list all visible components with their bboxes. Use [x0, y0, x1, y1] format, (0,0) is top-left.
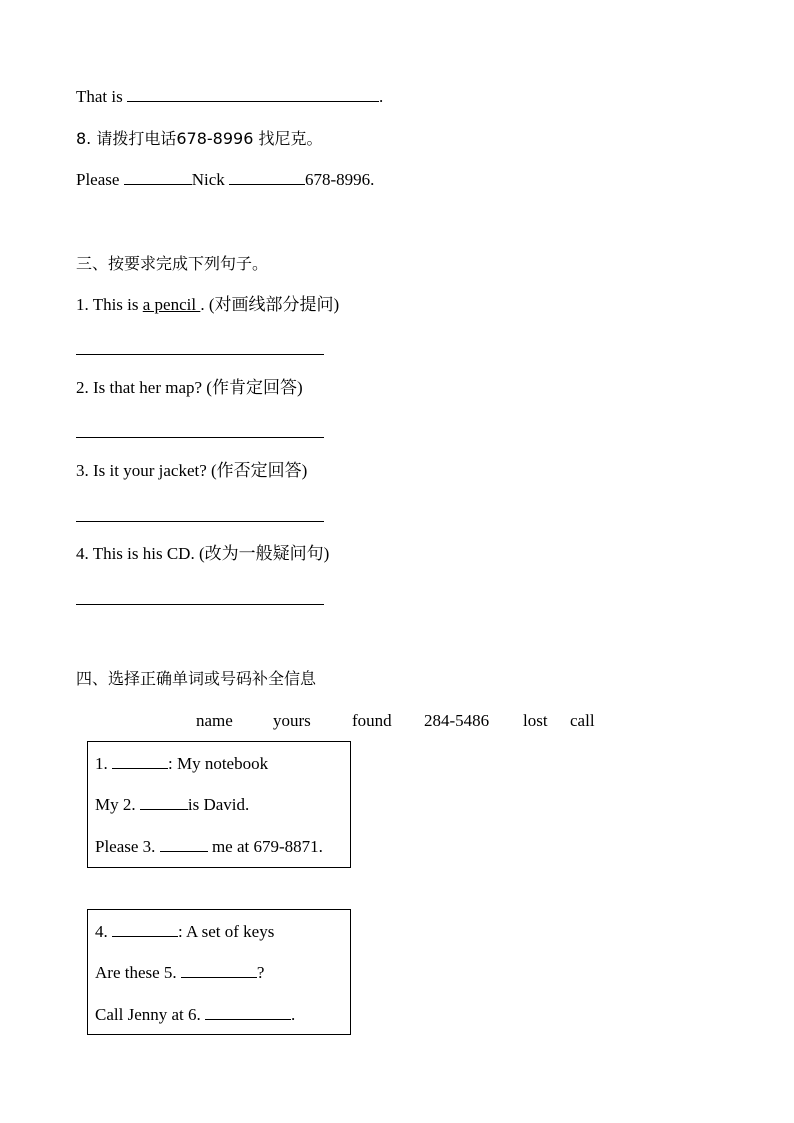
section-3-title: 三、按要求完成下列句子。: [76, 254, 269, 273]
sentence-that-is: [76, 86, 383, 108]
text: Please 3.: [95, 837, 156, 856]
fill-blank[interactable]: [140, 794, 188, 810]
text: : A set of keys: [178, 922, 275, 941]
text: me at 679-8871.: [211, 837, 323, 856]
section-3-q4: 4. This is his CD. (改为一般疑问句): [76, 544, 330, 563]
text: : My notebook: [168, 754, 269, 773]
word-bank-item: yours: [273, 711, 311, 730]
text: 1.: [95, 754, 108, 773]
text: .: [291, 1005, 296, 1024]
notice-line: [95, 921, 274, 943]
fill-blank[interactable]: [124, 169, 192, 185]
fill-blank[interactable]: [205, 1004, 291, 1020]
notice-line: [95, 836, 323, 858]
text: .: [379, 87, 384, 106]
text: ?: [256, 963, 265, 982]
fill-blank[interactable]: [112, 921, 178, 937]
notice-line: [95, 962, 264, 984]
section-4-title: 四、选择正确单词或号码补全信息: [76, 669, 317, 688]
fill-blank[interactable]: [112, 753, 168, 769]
section-3-q3: 3. Is it your jacket? (作否定回答): [76, 461, 308, 480]
text: My 2.: [95, 795, 136, 814]
notice-box-2: [87, 909, 351, 1035]
word-bank-item: lost: [523, 711, 548, 730]
fill-blank[interactable]: [160, 836, 208, 852]
text: 1. This is: [76, 295, 143, 314]
underlined-text: a pencil: [142, 295, 201, 314]
answer-line-3[interactable]: [76, 521, 324, 522]
word-bank-item: name: [196, 711, 233, 730]
text: Are these 5.: [95, 963, 177, 982]
text: Please: [76, 170, 120, 189]
text: is David.: [187, 795, 250, 814]
section-3-q2: 2. Is that her map? (作肯定回答): [76, 378, 303, 397]
text: 678-8996.: [304, 170, 375, 189]
fill-blank[interactable]: [229, 169, 305, 185]
notice-line: [95, 1004, 295, 1026]
fill-blank[interactable]: [127, 86, 379, 102]
word-bank-item: found: [352, 711, 392, 730]
fill-blank[interactable]: [181, 962, 257, 978]
notice-line: [95, 794, 249, 816]
text: Call Jenny at 6.: [95, 1005, 201, 1024]
text: That is: [76, 87, 123, 106]
text: . (对画线部分提问): [200, 295, 340, 314]
answer-line-2[interactable]: [76, 437, 324, 438]
question-8: 8. 请拨打电话678-8996 找尼克。: [76, 129, 323, 148]
answer-line-1[interactable]: [76, 354, 324, 355]
word-bank-item: 284-5486: [424, 711, 490, 730]
notice-box-1: [87, 741, 351, 868]
sentence-please-call: [76, 169, 374, 191]
text: 4.: [95, 922, 108, 941]
section-3-q1: [76, 294, 339, 316]
notice-line: [95, 753, 268, 775]
word-bank-item: call: [570, 711, 595, 730]
text: Nick: [191, 170, 225, 189]
answer-line-4[interactable]: [76, 604, 324, 605]
